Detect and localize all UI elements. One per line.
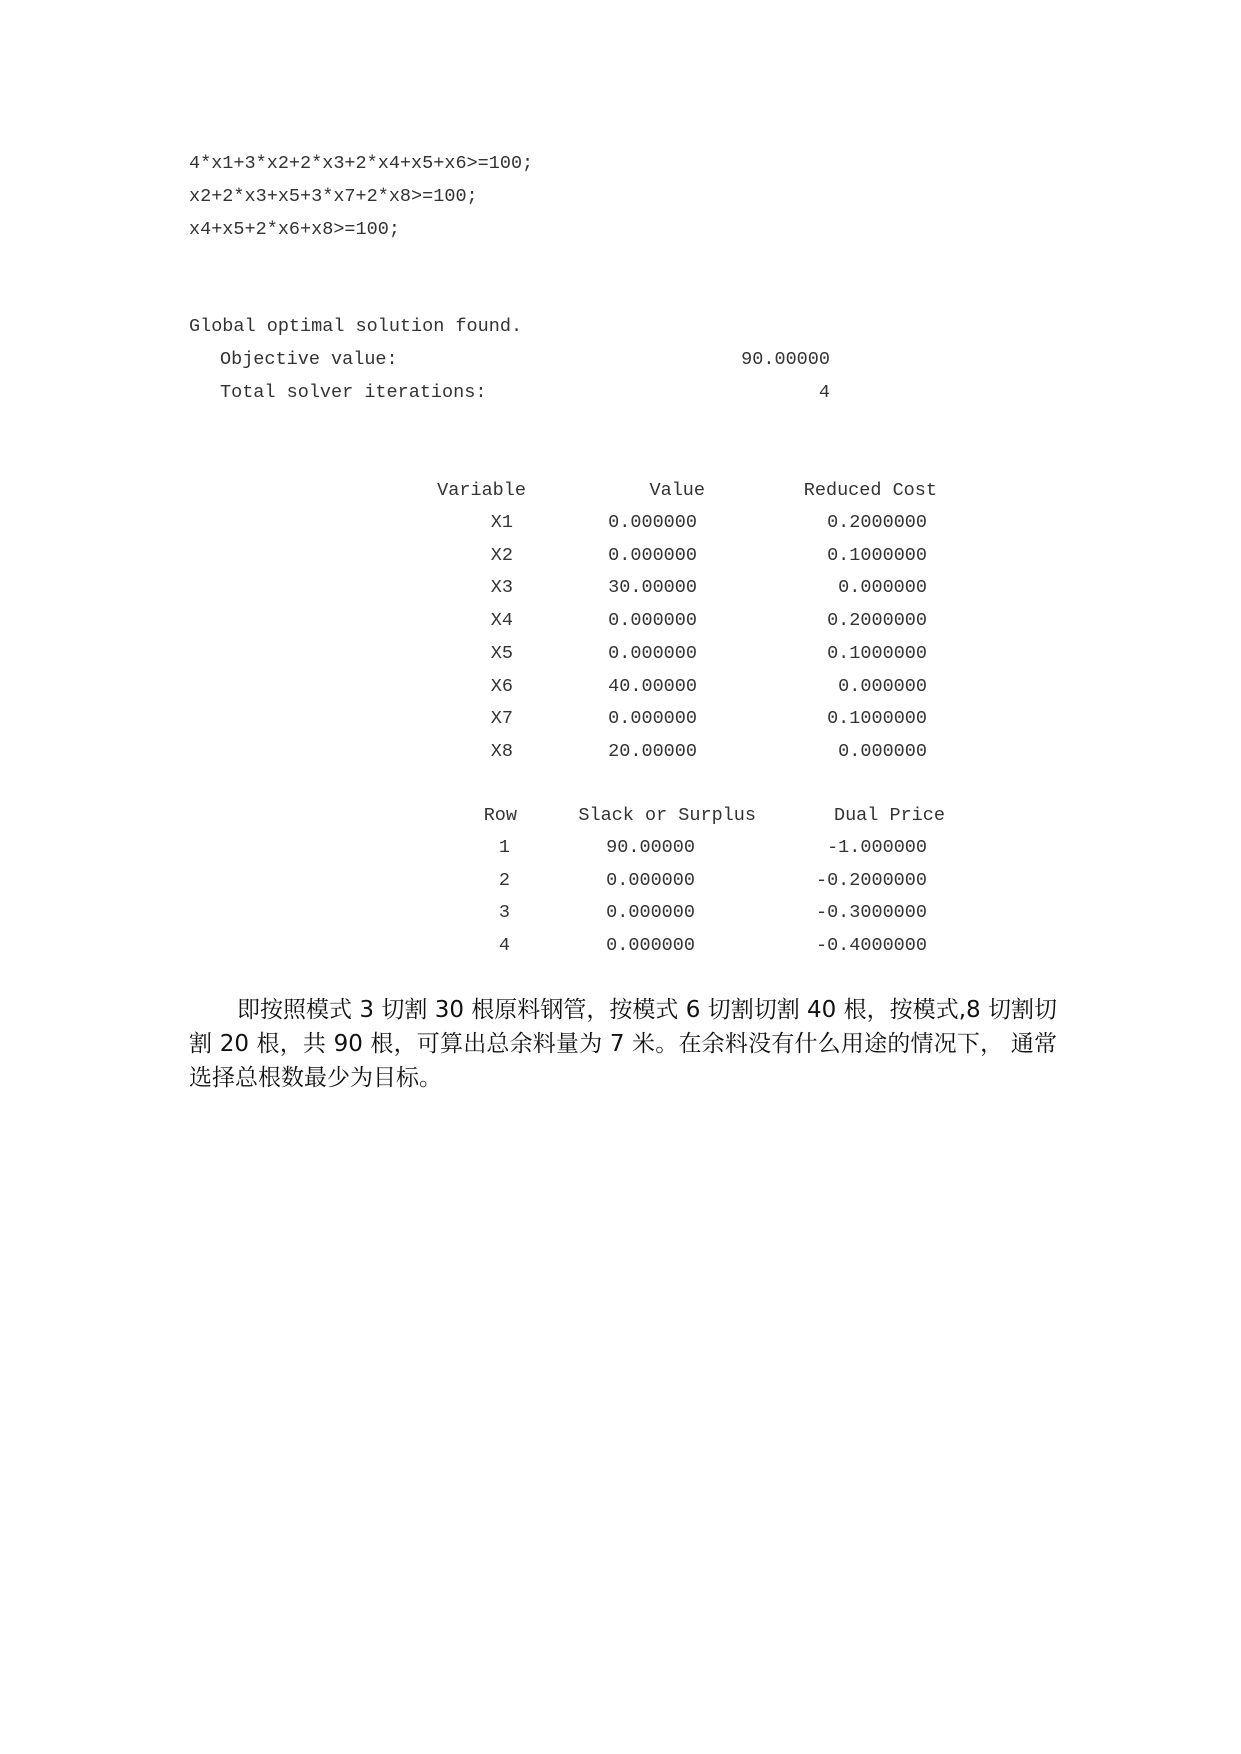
row-number-cell: 1: [498, 837, 510, 858]
slack-surplus-cell: 90.00000: [606, 837, 695, 858]
variable-value-cell: 40.00000: [608, 675, 697, 697]
header-variable: Variable: [437, 480, 526, 501]
variable-value-cell: 30.00000: [608, 577, 697, 599]
constraint-line-3: x4+x5+2*x6+x8>=100;: [189, 219, 400, 240]
reduced-cost-cell: 0.000000: [838, 675, 927, 697]
variable-value-cell: 0.000000: [608, 708, 697, 730]
solver-status: Global optimal solution found.: [189, 316, 523, 337]
objective-label: Objective value:: [220, 349, 398, 370]
variable-value-cell: 0.000000: [608, 512, 697, 533]
variable-name-cell: X8: [490, 740, 513, 762]
dual-price-cell: -0.4000000: [815, 935, 927, 957]
slack-surplus-cell: 0.000000: [606, 869, 695, 891]
slack-surplus-cell: 0.000000: [606, 935, 695, 957]
reduced-cost-cell: 0.1000000: [827, 642, 927, 664]
constraint-line-2: x2+2*x3+x5+3*x7+2*x8>=100;: [189, 186, 478, 207]
header-slack-or-surplus: Slack or Surplus: [578, 805, 756, 826]
row-number-cell: 2: [498, 869, 510, 891]
reduced-cost-cell: 0.000000: [838, 740, 927, 762]
variable-value-cell: 0.000000: [608, 610, 697, 632]
header-value: Value: [649, 480, 705, 501]
row-number-cell: 3: [498, 902, 510, 924]
variable-value-cell: 0.000000: [608, 642, 697, 664]
reduced-cost-cell: 0.2000000: [827, 512, 927, 533]
objective-value: 90.00000: [741, 349, 830, 370]
constraint-line-1: 4*x1+3*x2+2*x3+2*x4+x5+x6>=100;: [189, 153, 534, 174]
variable-name-cell: X2: [490, 544, 513, 566]
header-row: Row: [483, 805, 517, 826]
variable-name-cell: X3: [490, 577, 513, 599]
dual-price-cell: -1.000000: [827, 837, 927, 858]
reduced-cost-cell: 0.000000: [838, 577, 927, 599]
variable-name-cell: X6: [490, 675, 513, 697]
variable-name-cell: X5: [490, 642, 513, 664]
iterations-label: Total solver iterations:: [220, 382, 487, 403]
reduced-cost-cell: 0.2000000: [827, 610, 927, 632]
variable-name-cell: X4: [490, 610, 513, 632]
reduced-cost-cell: 0.1000000: [827, 708, 927, 730]
row-number-cell: 4: [498, 935, 510, 957]
reduced-cost-cell: 0.1000000: [827, 544, 927, 566]
variable-name-cell: X7: [490, 708, 513, 730]
iterations-value: 4: [818, 382, 830, 403]
header-dual-price: Dual Price: [833, 805, 945, 826]
header-reduced-cost: Reduced Cost: [803, 480, 937, 501]
variable-name-cell: X1: [490, 512, 513, 533]
dual-price-cell: -0.3000000: [815, 902, 927, 924]
variable-value-cell: 20.00000: [608, 740, 697, 762]
slack-surplus-cell: 0.000000: [606, 902, 695, 924]
variable-value-cell: 0.000000: [608, 544, 697, 566]
conclusion-paragraph: 即按照模式 3 切割 30 根原料钢管，按模式 6 切割切割 40 根，按模式,8 切割切割 20 根，共 90 根，可算出总余料量为 7 米。在余料没有什么用途的情况下， 通常选择总根数最少为目标。: [189, 997, 1057, 1091]
dual-price-cell: -0.2000000: [815, 869, 927, 891]
